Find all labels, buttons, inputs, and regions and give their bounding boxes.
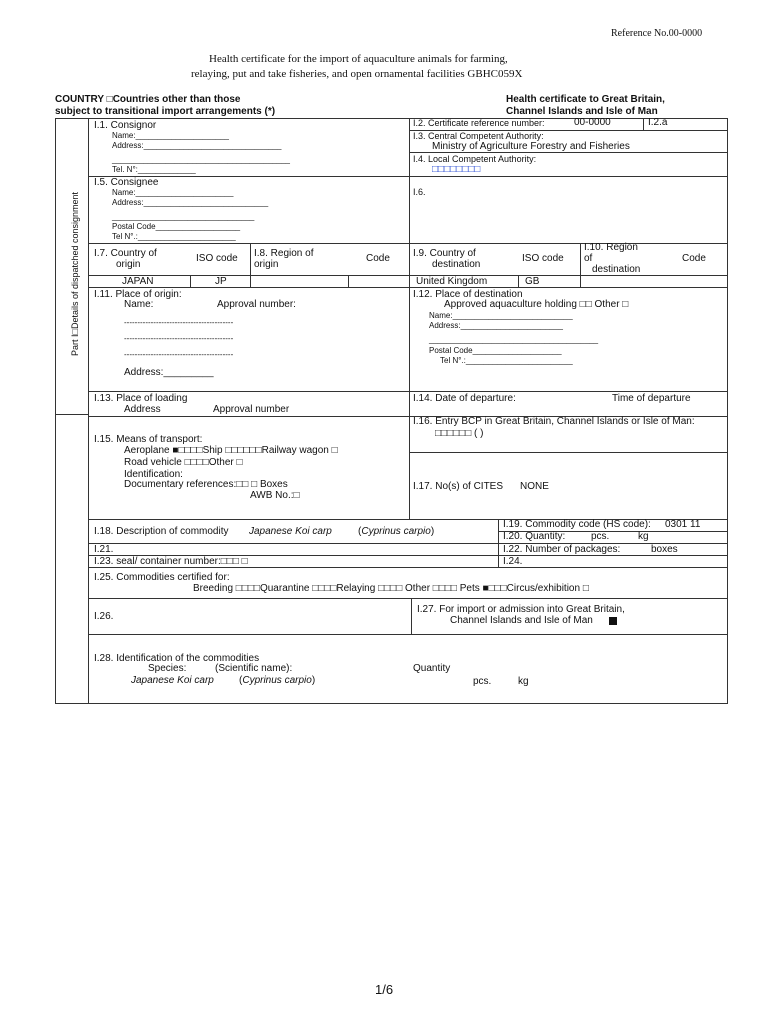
line-below-i11	[88, 391, 728, 392]
admission-line-2: Channel Islands and Isle of Man	[450, 615, 593, 626]
seal-label: I.23. seal/ container number:□□□ □	[94, 556, 248, 567]
departure-label: I.14. Date of departure:	[413, 393, 516, 404]
divider-i7-i8	[250, 243, 251, 287]
region-origin-label: I.8. Region of	[254, 248, 314, 259]
packages-unit: boxes	[651, 544, 678, 555]
place-dest-postal[interactable]: Postal Code____________________	[429, 346, 562, 355]
place-dest-name[interactable]: Name:___________________________	[429, 311, 573, 320]
origin-label-2: origin	[116, 259, 141, 270]
consignee-tel[interactable]: Tel N°.:______________________	[112, 232, 236, 241]
origin-iso-label: ISO code	[196, 253, 238, 264]
destination-iso-label: ISO code	[522, 253, 564, 264]
transport-line-2: Road vehicle □□□□Other □	[124, 457, 243, 468]
loading-approval: Approval number	[213, 404, 290, 415]
i2a-divider	[643, 118, 644, 130]
outer-right-border	[727, 118, 728, 704]
certified-options: Breeding □□□□Quarantine □□□□Relaying □□□□ Other □□□□ Pets ■□□□Circus/exhibition □	[193, 583, 589, 594]
line-below-i25	[88, 598, 728, 599]
quantity-pcs: pcs.	[591, 531, 610, 542]
hs-value: 0301 11	[665, 519, 701, 530]
i24-label: I.24.	[503, 556, 523, 567]
table-bottom-border	[55, 703, 728, 704]
transport-awb: AWB No.:□	[250, 490, 300, 501]
line-country-values	[88, 275, 728, 276]
packages-label: I.22. Number of packages:	[503, 544, 621, 555]
place-dest-address[interactable]: Address:_______________________	[429, 321, 563, 330]
part-one-side-label: Part I□Details of dispatched consignment	[70, 191, 80, 356]
consignor-name[interactable]: Name:_____________________	[112, 131, 229, 140]
identification-kg: kg	[518, 676, 529, 687]
place-origin-name: Name:	[124, 299, 154, 310]
admission-checkbox[interactable]	[609, 617, 617, 625]
place-dest-approved: Approved aquaculture holding □□ Other □	[444, 299, 629, 310]
identification-scientific-name: (Cyprinus carpio)	[239, 675, 316, 686]
destination-label: I.9. Country of	[413, 248, 476, 259]
place-origin-line-2[interactable]: -----------------------------------------	[124, 334, 234, 343]
line-below-i23	[88, 567, 728, 568]
identification-label: I.28. Identification of the commodities	[94, 653, 260, 664]
bcp-value: □□□□□□ ( )	[435, 428, 484, 439]
cert-ref-2a: I.2.a	[648, 117, 668, 128]
region-origin-code: Code	[366, 253, 390, 264]
center-divider-top	[409, 118, 410, 416]
commodity-label: I.18. Description of commodity	[94, 526, 229, 537]
consignee-name[interactable]: Name:______________________	[112, 188, 234, 197]
cert-ref-label: I.2. Certificate reference number:	[413, 118, 545, 128]
i6-label: I.6.	[413, 187, 426, 197]
outer-left-border	[55, 118, 56, 704]
consignor-address-blank[interactable]: ________________________________________	[112, 155, 290, 164]
i26-label: I.26.	[94, 611, 114, 622]
cca-value: Ministry of Agriculture Forestry and Fisheries	[432, 141, 630, 152]
dest-code-divider	[518, 275, 519, 287]
line-below-countries	[88, 287, 728, 288]
origin-iso-code: JP	[215, 276, 227, 287]
consignor-address[interactable]: Address:_______________________________	[112, 141, 282, 150]
divider-i9-i10	[580, 243, 581, 287]
origin-label: I.7. Country of	[94, 248, 157, 259]
place-origin-address[interactable]: Address:_________	[124, 367, 214, 378]
cca-label: I.3. Central Competent Authority:	[413, 131, 544, 141]
page-number: 1/6	[375, 982, 394, 997]
place-origin-label: I.11. Place of origin:	[94, 289, 182, 300]
cert-ref-value: 00-0000	[574, 117, 611, 128]
center-divider-mid	[409, 416, 410, 519]
place-dest-label: I.12. Place of destination	[413, 289, 523, 300]
region-dest-label-2: of	[584, 253, 593, 264]
consignee-postal[interactable]: Postal Code___________________	[112, 222, 241, 231]
region-dest-label: I.10. Region	[584, 242, 638, 253]
loading-label: I.13. Place of loading	[94, 393, 188, 404]
destination-label-2: destination	[432, 259, 481, 270]
origin-country: JAPAN	[122, 276, 154, 287]
quantity-kg: kg	[638, 531, 649, 542]
identification-quantity-label: Quantity	[413, 663, 451, 674]
cites-label: I.17. No(s) of CITES	[413, 481, 504, 492]
origin-code-divider	[190, 275, 191, 287]
table-top-border	[55, 118, 728, 119]
place-origin-line-3[interactable]: -----------------------------------------	[124, 350, 234, 359]
lca-label: I.4. Local Competent Authority:	[413, 154, 537, 164]
i21-label: I.21.	[94, 544, 114, 555]
line-below-i1	[88, 176, 728, 177]
commodity-scientific-name: (Cyprinus carpio)	[358, 526, 435, 537]
line-below-i3	[409, 152, 728, 153]
region-origin-label-2: origin	[254, 259, 279, 270]
transport-label: I.15. Means of transport:	[94, 434, 203, 445]
certified-label: I.25. Commodities certified for:	[94, 572, 230, 583]
place-origin-line-1[interactable]: -----------------------------------------	[124, 318, 234, 327]
divider-i26-i27	[411, 598, 412, 634]
inner-left-border	[88, 118, 89, 704]
country-label: COUNTRY □Countries other than those	[55, 94, 241, 105]
region-dest-code: Code	[682, 253, 706, 264]
lca-value: □□□□□□□□	[432, 164, 481, 175]
place-dest-tel[interactable]: Tel N°.:________________________	[440, 356, 573, 365]
transport-doc-refs: Documentary references:□□ □ Boxes	[124, 479, 288, 490]
destination-country: United Kingdom	[416, 276, 488, 287]
cites-value: NONE	[520, 481, 549, 492]
line-below-i16	[409, 452, 728, 453]
consignee-address-blank[interactable]: ________________________________	[112, 212, 255, 221]
hs-label: I.19. Commodity code (HS code):	[503, 519, 651, 530]
consignor-tel[interactable]: Tel. N°:_____________	[112, 165, 196, 174]
identification-pcs: pcs.	[473, 676, 492, 687]
region-dest-label-3: destination	[592, 264, 641, 275]
place-dest-address-blank[interactable]: ______________________________________	[429, 335, 599, 344]
hc-destination: Health certificate to Great Britain,	[506, 94, 665, 105]
identification-species: Species:	[148, 663, 187, 674]
title-line-2: relaying, put and take fisheries, and open ornamental facilities GBHC059X	[191, 68, 523, 80]
admission-line-1: I.27. For import or admission into Great Britain,	[417, 604, 625, 615]
loading-address: Address	[124, 404, 161, 415]
identification-common-name: Japanese Koi carp	[131, 675, 214, 686]
title-line-1: Health certificate for the import of aquaculture animals for farming,	[209, 53, 508, 65]
departure-time: Time of departure	[612, 393, 691, 404]
bcp-label: I.16. Entry BCP in Great Britain, Channel Islands or Isle of Man:	[413, 416, 695, 427]
hc-destination-2: Channel Islands and Isle of Man	[506, 106, 658, 117]
identification-scientific-label: (Scientific name):	[215, 663, 293, 674]
transport-line-1: Aeroplane ■□□□□Ship □□□□□□Railway wagon □	[124, 445, 338, 456]
consignee-address[interactable]: Address:____________________________	[112, 198, 269, 207]
transport-identification: Identification:	[124, 469, 183, 480]
reference-number: Reference No.00-0000	[611, 28, 703, 39]
line-below-i18	[88, 543, 728, 544]
side-column-divider	[55, 414, 88, 415]
commodity-common-name: Japanese Koi carp	[249, 526, 332, 537]
quantity-label: I.20. Quantity:	[503, 531, 566, 542]
line-below-i26	[88, 634, 728, 635]
consignor-label: I.1. Consignor	[94, 120, 157, 131]
region-origin-code-divider	[348, 275, 349, 287]
place-origin-approval: Approval number:	[217, 299, 296, 310]
country-label-2: subject to transitional import arrangements (*)	[55, 106, 276, 117]
consignee-label: I.5. Consignee	[94, 177, 159, 188]
destination-iso-code: GB	[525, 276, 540, 287]
